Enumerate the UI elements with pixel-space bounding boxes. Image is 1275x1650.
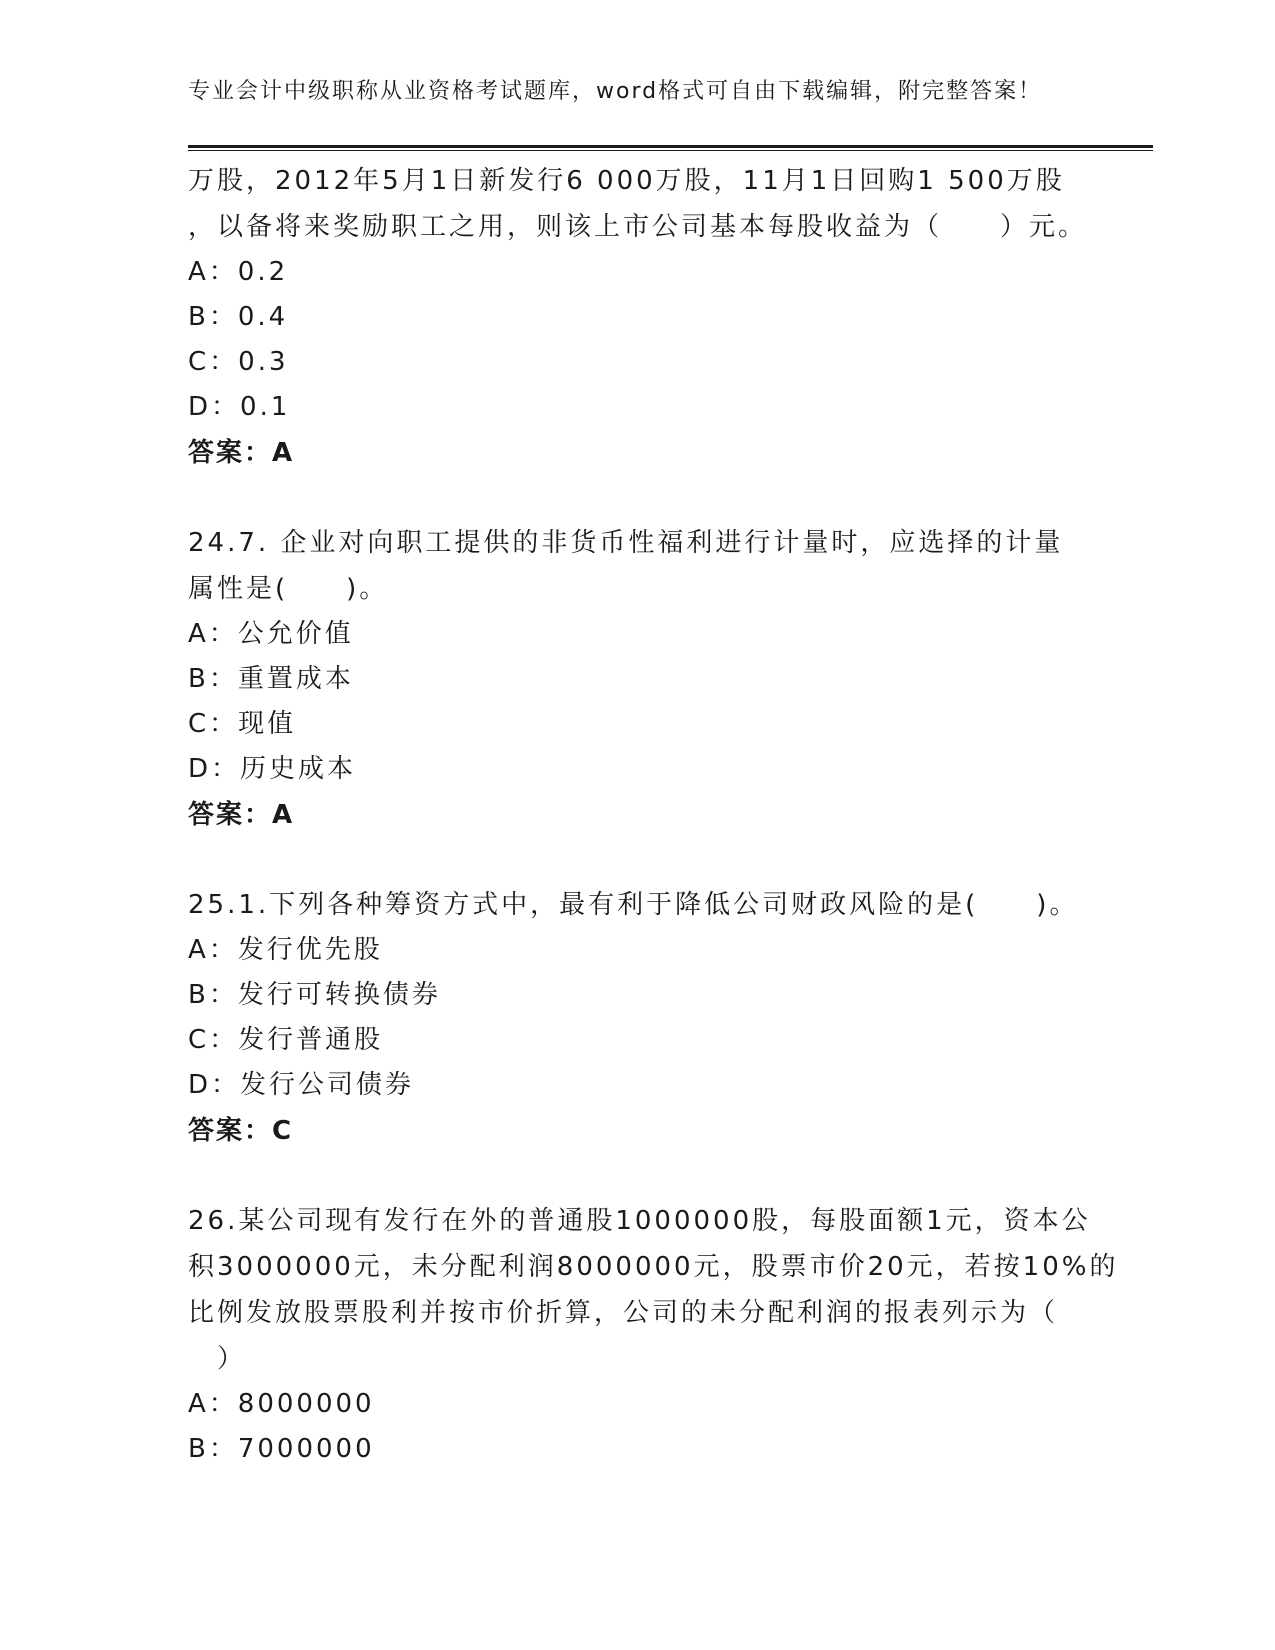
option-b: B：发行可转换债券 [188,980,441,1010]
header-divider [188,145,1153,151]
question-stem-line: 25.1.下列各种筹资方式中，最有利于降低公司财政风险的是( )。 [188,890,1079,920]
question-block [188,158,1088,476]
answer-line: 答案：C [188,1116,294,1146]
question-stem-line: ） [188,1344,247,1374]
question-stem-line: 属性是( )。 [188,574,389,604]
option-a: A：发行优先股 [188,935,383,965]
option-c: C：0.3 [188,347,289,377]
page-header: 专业会计中级职称从业资格考试题库，word格式可自由下载编辑，附完整答案！ [188,79,1043,104]
option-a: A：公允价值 [188,619,354,649]
question-stem-line: 26.某公司现有发行在外的普通股1000000股，每股面额1元，资本公 [188,1206,1091,1236]
answer-line: 答案：A [188,800,295,830]
question-stem-line: 比例发放股票股利并按市价折算，公司的未分配利润的报表列示为（ [188,1298,1059,1328]
option-d: D：发行公司债券 [188,1070,415,1100]
question-stem-line: ，以备将来奖励职工之用，则该上市公司基本每股收益为（ ）元。 [188,212,1088,242]
option-c: C：现值 [188,709,297,739]
option-b: B：0.4 [188,302,289,332]
answer-line: 答案：A [188,438,295,468]
option-b: B：重置成本 [188,664,354,694]
option-a: A：0.2 [188,257,289,287]
option-d: D：0.1 [188,392,291,422]
option-c: C：发行普通股 [188,1025,384,1055]
question-block [188,882,1088,1154]
question-stem-line: 24.7. 企业对向职工提供的非货币性福利进行计量时，应选择的计量 [188,528,1064,558]
option-d: D：历史成本 [188,754,357,784]
option-b: B：7000000 [188,1434,375,1464]
question-block [188,1198,1119,1472]
question-stem-line: 积3000000元，未分配利润8000000元，股票市价20元，若按10%的 [188,1252,1119,1282]
question-block [188,520,1088,838]
question-list [188,158,1119,1472]
option-a: A：8000000 [188,1389,375,1419]
question-stem-line: 万股，2012年5月1日新发行6 000万股，11月1日回购1 500万股 [188,166,1065,196]
